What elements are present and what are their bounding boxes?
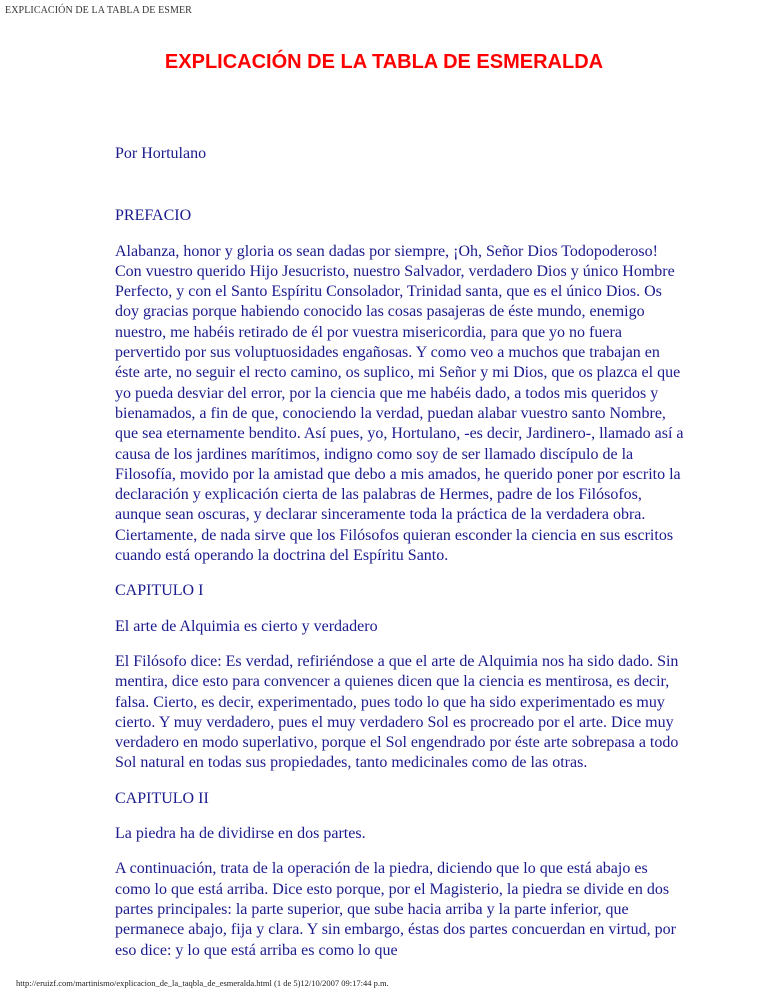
- author-line: Por Hortulano: [115, 145, 207, 162]
- capitulo-2-body: A continuación, trata de la operación de la piedra, diciendo que lo que está abajo es como lo que está arriba. Dice esto porque, por el Magisterio, la piedra se divide en dos partes principales: la parte superior, que sube hacia arriba y la parte inferior, que permanece abajo, fija y clara. Y sin embargo, éstas dos partes concuerdan en virtud, por eso dice: y lo que está arriba es como lo que: [115, 860, 676, 959]
- capitulo-2-subtitle: La piedra ha de dividirse en dos partes.: [115, 825, 366, 843]
- document-title: EXPLICACIÓN DE LA TABLA DE ESMERALDA: [164, 51, 604, 73]
- section-heading-prefacio: PREFACIO: [115, 207, 192, 225]
- prefacio-body: Alabanza, honor y gloria os sean dadas por siempre, ¡Oh, Señor Dios Todopoderoso! Con vuestro querido Hijo Jesucristo, nuestro Salvador, verdadero Dios y único Hombre Perfecto, y con el Santo Espíritu Consolador, Trinidad santa, que es el único Dios. Os doy gracias porque habiendo conocido las cosas pasajeras de éste mundo, enemigo nuestro, me habéis retirado de él por vuestra misericordia, para que yo no fuera pervertido por sus voluptuosidades engañosas. Y como veo a muchos que trabajan en éste arte, no seguir el recto camino, os suplico, mi Señor y mi Dios, que os plazca el que yo pueda desviar del error, por la ciencia que me habéis dado, a todos mis queridos y bienamados, a fin de que, conociendo la verdad, puedan alabar vuestro santo Nombre, que sea eternamente bendito. Así pues, yo, Hortulano, -es decir, Jardinero-, llamado así a causa de los jardines marítimos, indigno como soy de ser llamado discípulo de la Filosofía, movido por la amistad que debo a mis amados, he querido poner por escrito la declaración y explicación cierta de las palabras de Hermes, padre de los Filósofos, aunque sean oscuras, y declarar sinceramente toda la práctica de la verdadera obra. Ciertamente, de nada sirve que los Filósofos quieran esconder la ciencia en sus escritos cuando está operando la doctrina del Espíritu Santo.: [115, 242, 684, 565]
- section-heading-capitulo-2: CAPITULO II: [115, 789, 209, 807]
- capitulo-1-body: El Filósofo dice: Es verdad, refiriéndose a que el arte de Alquimia nos ha sido dado. Sin mentira, dice esto para convencer a quienes dicen que la ciencia es mentirosa, es decir, falsa. Cierto, es decir, experimentado, pues todo lo que ha sido experimentado es muy cierto. Y muy verdadero, pues el muy verdadero Sol es procreado por el arte. Dice muy verdadero en modo superlativo, porque el Sol engendrado por éste arte sobrepasa a todo Sol natural en todas sus propiedades, tanto medicinales como de las otras.: [115, 652, 679, 772]
- footer-url-line: http://eruizf.com/martinismo/explicacion_de_la_taqbla_de_esmeralda.html (1 de 5)12/10/2007 09:17:44 p.m.: [16, 978, 389, 988]
- section-heading-capitulo-1: CAPITULO I: [115, 582, 204, 600]
- capitulo-1-subtitle: El arte de Alquimia es cierto y verdadero: [115, 617, 378, 635]
- print-header: EXPLICACIÓN DE LA TABLA DE ESMER: [5, 5, 192, 16]
- document-content: [115, 144, 685, 976]
